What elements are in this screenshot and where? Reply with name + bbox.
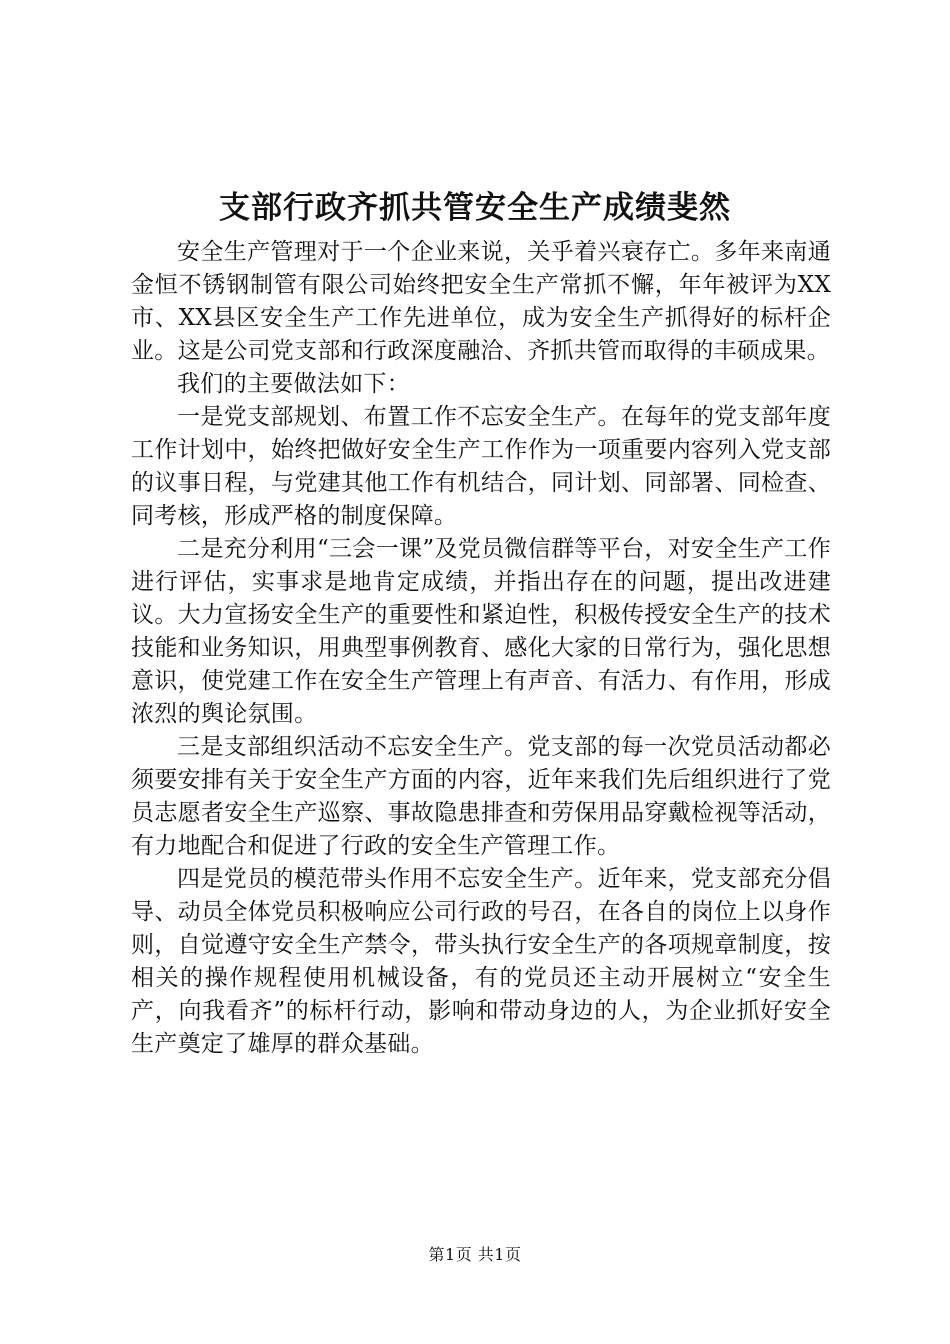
document-title: 支部行政齐抓共管安全生产成绩斐然 (219, 190, 731, 226)
paragraph-point-three: 三是支部组织活动不忘安全生产。党支部的每一次党员活动都必须要安排有关于安全生产方面的内容，近年来我们先后组织进行了党员志愿者安全生产巡察、事故隐患排查和劳保用品穿戴检视等活动，有力地配合和促进了行政的安全生产管理工作。 (131, 734, 831, 859)
paragraph-point-two: 二是充分利用“三会一课”及党员微信群等平台，对安全生产工作进行评估，实事求是地肯定成绩，并指出存在的问题，提出改进建议。大力宣扬安全生产的重要性和紧迫性，积极传授安全生产的技术技能和业务知识，用典型事例教育、感化大家的日常行为，强化思想意识，使党建工作在安全生产管理上有声音、有活力、有作用，形成浓烈的舆论氛围。 (131, 536, 831, 727)
document-body (131, 236, 831, 1061)
paragraph-point-four: 四是党员的模范带头作用不忘安全生产。近年来，党支部充分倡导、动员全体党员积极响应公司行政的号召，在各自的岗位上以身作则，自觉遵守安全生产禁令，带头执行安全生产的各项规章制度，按相关的操作规程使用机械设备，有的党员还主动开展树立“安全生产，向我看齐”的标杆行动，影响和带动身边的人，为企业抓好安全生产奠定了雄厚的群众基础。 (131, 866, 831, 1057)
paragraph-intro: 安全生产管理对于一个企业来说，关乎着兴衰存亡。多年来南通金恒不锈钢制管有限公司始终把安全生产常抓不懈，年年被评为XX市、XX县区安全生产工作先进单位，成为安全生产抓得好的标杆企业。这是公司党支部和行政深度融洽、齐抓共管而取得的丰硕成果。 (131, 239, 831, 364)
page-footer: 第1页 共1页 (428, 1245, 522, 1264)
paragraph-methods-heading: 我们的主要做法如下： (177, 371, 410, 397)
paragraph-point-one: 一是党支部规划、布置工作不忘安全生产。在每年的党支部年度工作计划中，始终把做好安全生产工作作为一项重要内容列入党支部的议事日程，与党建其他工作有机结合，同计划、同部署、同检查、同考核，形成严格的制度保障。 (131, 404, 831, 529)
